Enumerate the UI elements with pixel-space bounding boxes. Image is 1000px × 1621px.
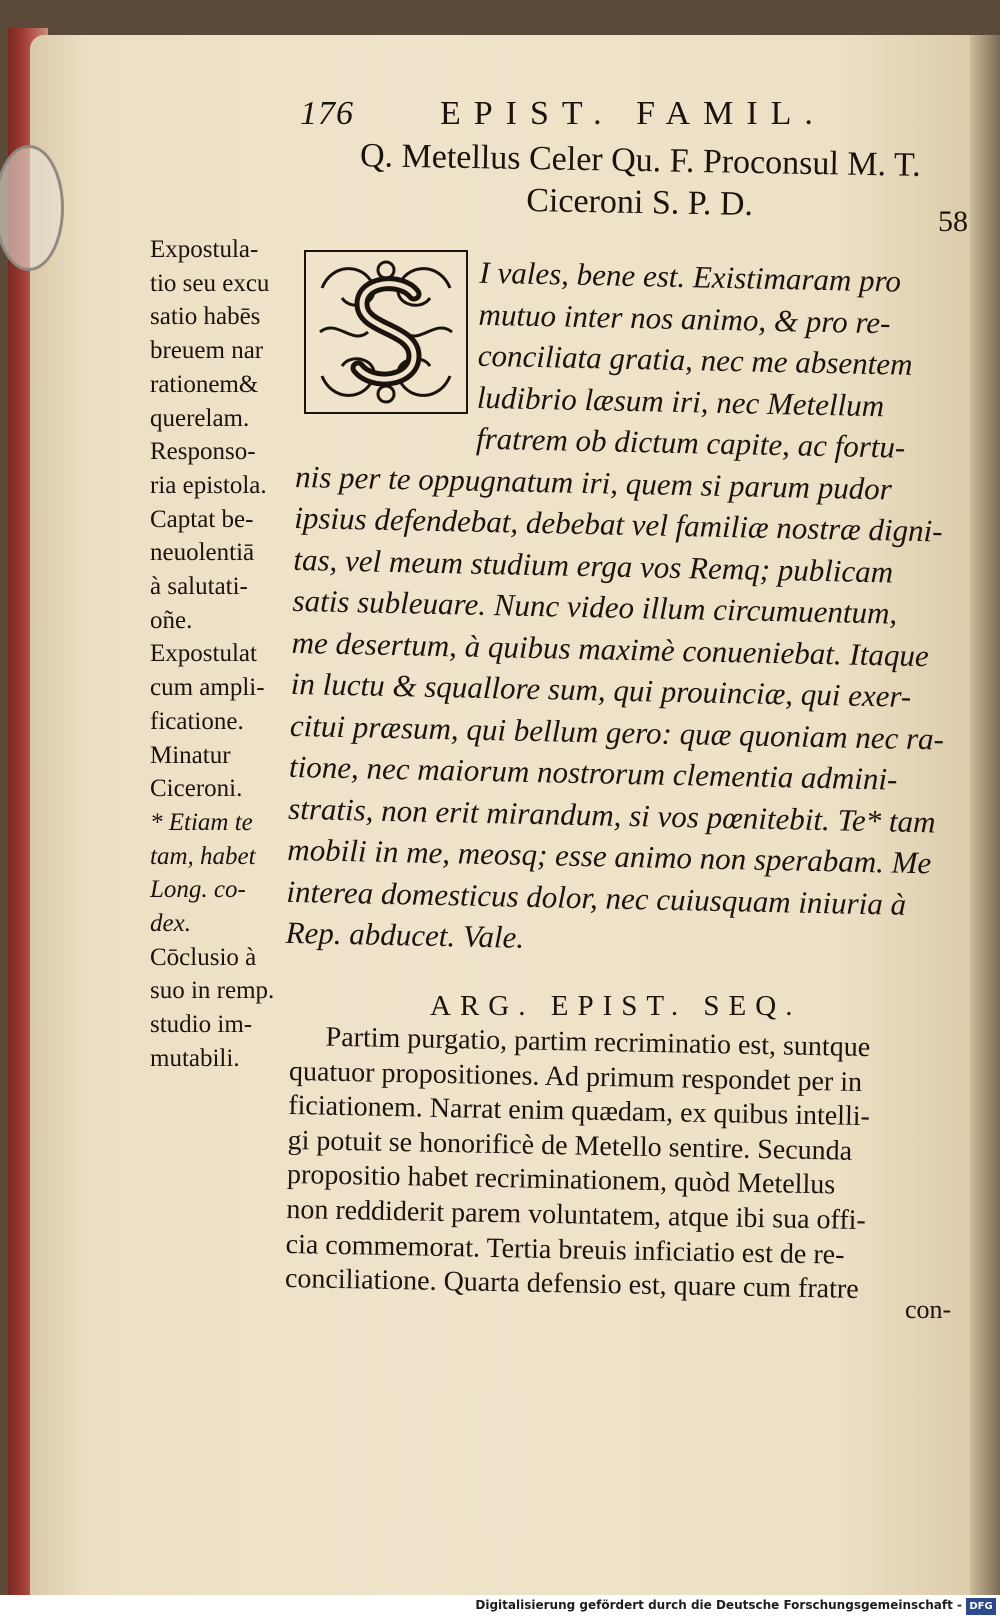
sidenote: Captat be- bbox=[150, 505, 254, 533]
letter-line: Rep. abducet. Vale. bbox=[285, 914, 525, 955]
letter-line: tione, nec maiorum nostrorum clementia admini- bbox=[288, 748, 898, 797]
sidenote: à salutati- bbox=[150, 573, 248, 601]
letter-line: nis per te oppugnatum iri, quem si parum pudor bbox=[294, 458, 893, 506]
sidenote: Expostulat bbox=[150, 640, 257, 668]
argument-line: gi potuit se honorificè de Metello sentire. Secunda bbox=[287, 1124, 853, 1167]
letter-title bbox=[319, 134, 960, 229]
sidenote: Expostula- bbox=[150, 236, 259, 263]
argument-line: conciliatione. Quarta defensio est, quare cum fratre bbox=[284, 1263, 859, 1306]
letter-line: I vales, bene est. Existimaram pro bbox=[479, 254, 902, 299]
sidenote: oñe. bbox=[150, 606, 193, 634]
letter-title-line2: Ciceroni S. P. D. bbox=[525, 182, 754, 223]
sidenote: mutabili. bbox=[150, 1044, 240, 1072]
argument-line: Partim purgatio, partim recriminatio est, suntque bbox=[325, 1021, 871, 1064]
letter-line: ludibrio læsum iri, nec Metellum bbox=[476, 379, 885, 423]
letter-line: mutuo inter nos animo, & pro re- bbox=[478, 296, 891, 340]
sidenote: Cōclusio à bbox=[150, 943, 257, 971]
letter-line: ipsius defendebat, debebat vel familiæ nostræ digni- bbox=[293, 499, 943, 549]
sidenote: neuolentiā bbox=[150, 539, 255, 567]
letter-line: interea domesticus dolor, nec cuiusquam iniuria à bbox=[286, 873, 907, 922]
argument-line: cia commemorat. Tertia breuis inficiatio est de re- bbox=[285, 1228, 845, 1271]
letter-line: citui præsum, qui bellum gero: quæ quoniam nec ra- bbox=[289, 707, 945, 757]
letter-body bbox=[285, 248, 945, 967]
letter-line: in luctu & squallore sum, qui prouinciæ, qui exer- bbox=[290, 665, 912, 714]
marginal-notes bbox=[150, 233, 298, 1076]
sidenote: ria epistola. bbox=[150, 471, 267, 499]
sidenote: suo in remp. bbox=[150, 977, 275, 1005]
letter-line: fratrem ob dictum capite, ac fortu- bbox=[475, 420, 906, 465]
argument-line: propositio habet recriminationem, quòd Metellus bbox=[286, 1159, 836, 1201]
running-title: EPIST. FAMIL. bbox=[440, 95, 826, 132]
sidenote: querelam. bbox=[150, 404, 250, 432]
sidenote: dex. bbox=[150, 910, 191, 938]
catchword: con- bbox=[905, 1295, 952, 1324]
letter-line: me desertum, à quibus maximè conueniebat. Itaque bbox=[291, 624, 930, 673]
sidenote: Long. co- bbox=[150, 876, 246, 904]
sidenote: studio im- bbox=[150, 1011, 253, 1039]
footer-bar bbox=[0, 1595, 1000, 1621]
letter-title-line1: Q. Metellus Celer Qu. F. Proconsul M. T. bbox=[359, 137, 922, 184]
sidenote: Ciceroni. bbox=[150, 775, 243, 803]
argument-heading: ARG. EPIST. SEQ. bbox=[430, 990, 802, 1022]
letter-line: stratis, non erit mirandum, si vos pœnitebit. Te* tam bbox=[287, 790, 936, 839]
sidenote: cum ampli- bbox=[150, 674, 265, 702]
argument-line: quatuor propositiones. Ad primum respondet per in bbox=[288, 1055, 863, 1098]
letter-line: conciliata gratia, nec me absentem bbox=[477, 337, 913, 382]
letter-line: satis subleuare. Nunc video illum circumuentum, bbox=[292, 582, 898, 631]
argument-body bbox=[285, 1020, 950, 1309]
sidenote: * Etiam te bbox=[150, 808, 253, 836]
sidenote: rationem& bbox=[150, 370, 259, 398]
sidenote: tam, habet bbox=[150, 842, 256, 870]
page-gutter-shadow bbox=[970, 35, 1000, 1595]
sidenote: breuem nar bbox=[150, 337, 264, 365]
dfg-logo-icon: DFG bbox=[966, 1598, 996, 1615]
argument-line: non reddiderit parem voluntatem, atque ibi sua offi- bbox=[286, 1193, 867, 1237]
letter-line: tas, vel meum studium erga vos Remq; publicam bbox=[293, 541, 894, 589]
argument-line: ficiationem. Narrat enim quædam, ex quibus intelli- bbox=[288, 1090, 871, 1133]
letter-line: mobili in me, meosq; esse animo non sperabam. Me bbox=[287, 831, 932, 881]
sidenote: Minatur bbox=[150, 741, 231, 769]
sidenote: tio seu excu bbox=[150, 269, 270, 297]
sidenote: ficatione. bbox=[150, 707, 244, 735]
footer-text: Digitalisierung gefördert durch die Deutsche Forschungsgemeinschaft - bbox=[475, 1598, 962, 1612]
signature-number: 58 bbox=[938, 205, 968, 238]
sidenote: Responso- bbox=[150, 438, 256, 466]
running-head bbox=[300, 95, 860, 135]
sidenote: satio habēs bbox=[150, 303, 261, 331]
page-number: 176 bbox=[300, 95, 354, 132]
